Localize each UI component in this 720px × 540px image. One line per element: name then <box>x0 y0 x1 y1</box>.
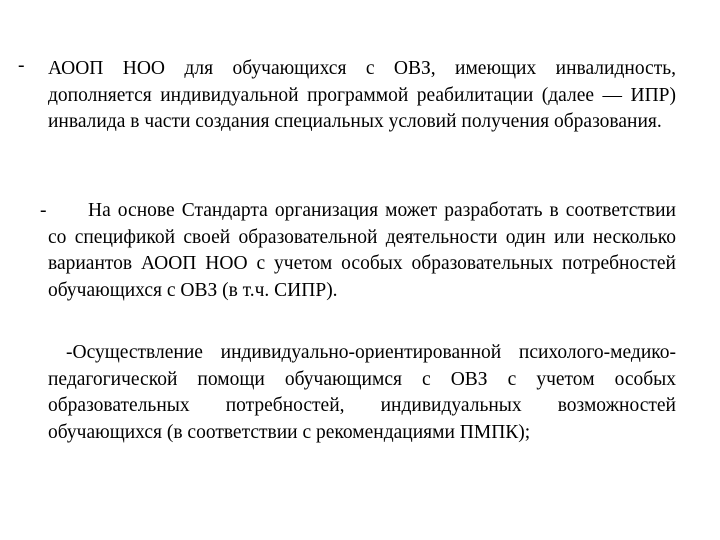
paragraph-aoop-ipr: АООП НОО для обучающихся с ОВЗ, имеющих инвалидность, дополняется индивидуальной программой реабилитации (далее — ИПР) инвалида в части создания специальных условий получения образования. <box>48 58 676 132</box>
paragraph-text: На основе Стандарта организация может разработать в соответствии со спецификой своей образовательной деятельности один или несколько вариантов АООП НОО с учетом особых образовательных потребностей обучающихся с ОВЗ (в т.ч. СИПР). <box>48 200 676 301</box>
bullet-dash-marker: - <box>40 200 47 221</box>
paragraph-pmpk-support <box>48 340 676 446</box>
paragraph-standard-variants <box>48 198 676 304</box>
paragraph-text: -Осуществление индивидуально-ориентированной психолого-медико-педагогической помощи обучающимся с ОВЗ с учетом особых образовательных потребностей, индивидуальных возможностей обучающихся (в соответствии с рекомендациями ПМПК); <box>48 342 676 443</box>
bullet-dash-marker: - <box>18 55 25 76</box>
